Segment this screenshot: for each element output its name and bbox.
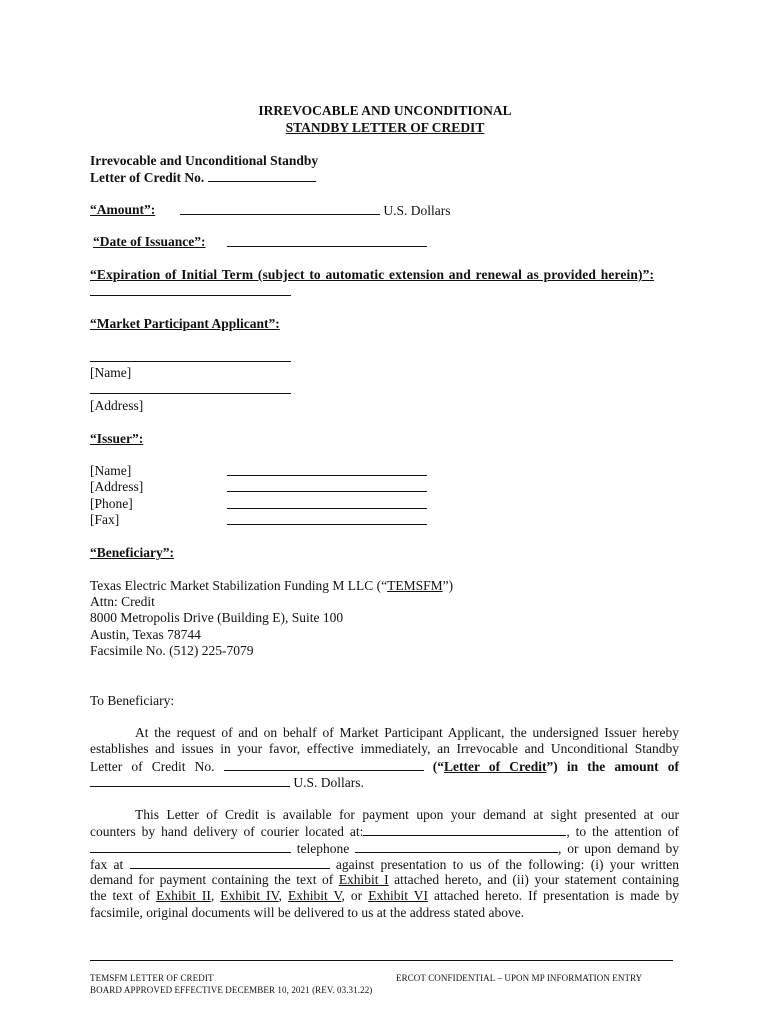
issuer-phone-caption: [Phone] <box>90 496 133 511</box>
para2-line5: demand for payment containing the text of Exhibit I attached hereto, and (ii) your statement containing <box>90 872 680 888</box>
para1-line4: U.S. Dollars. <box>90 774 679 790</box>
para2-line7: facsimile, original documents will be delivered to us at the address stated above. <box>90 904 525 920</box>
exhibit-v-link[interactable]: Exhibit V <box>287 888 342 904</box>
issuer-address-blank[interactable] <box>227 479 427 492</box>
para1-amount-blank[interactable] <box>90 774 290 787</box>
footer-board-approval: BOARD APPROVED EFFECTIVE DECEMBER 10, 2021 (REV. 03.31.22) <box>90 985 373 995</box>
applicant-name-blank[interactable] <box>90 349 291 362</box>
exhibit-vi-link[interactable]: Exhibit VI <box>368 888 428 904</box>
issuer-fax-caption: [Fax] <box>90 512 120 527</box>
applicant-name-caption: [Name] <box>90 365 132 380</box>
document-title-line2: STANDBY LETTER OF CREDIT <box>285 120 485 135</box>
paragraph-availability <box>90 807 679 921</box>
beneficiary-entity: Texas Electric Market Stabilization Funding M LLC (“TEMSFM”) <box>90 578 454 593</box>
letter-of-credit-defined-term: Letter of Credit <box>444 758 547 774</box>
issuer-phone-row <box>227 496 427 513</box>
date-of-issuance-label: “Date of Issuance”: <box>93 234 206 249</box>
expiration-row <box>90 283 291 300</box>
applicant-name-row <box>90 349 291 366</box>
amount-label: “Amount”: <box>90 202 156 217</box>
para2-line1: This Letter of Credit is available for payment upon your demand at sight presented at our <box>135 807 679 822</box>
para2-line2: counters by hand delivery of courier located at: , to the attention of <box>90 824 679 840</box>
document-title-line1: IRREVOCABLE AND UNCONDITIONAL <box>258 103 512 118</box>
beneficiary-attn: Attn: Credit <box>90 594 155 609</box>
para1-line1: At the request of and on behalf of Market Participant Applicant, the undersigned Issuer hereby <box>135 725 679 740</box>
issuer-name-blank[interactable] <box>227 463 427 476</box>
beneficiary-street: 8000 Metropolis Drive (Building E), Suite 100 <box>90 610 344 625</box>
para1-line2: establishes and issues in your favor, effective immediately, an Irrevocable and Unconditional Standby <box>90 741 679 757</box>
issuer-phone-blank[interactable] <box>227 496 427 509</box>
expiration-label: “Expiration of Initial Term (subject to automatic extension and renewal as provided herein)”: <box>90 267 655 282</box>
applicant-address-row <box>90 381 291 398</box>
letter-number-blank[interactable] <box>208 169 316 182</box>
exhibit-i-link[interactable]: Exhibit I <box>338 872 389 888</box>
date-of-issuance-blank[interactable] <box>227 234 427 247</box>
date-of-issuance-row <box>227 234 427 251</box>
temsfm-defined-term: TEMSFM <box>387 578 443 593</box>
issuer-label: “Issuer”: <box>90 431 144 446</box>
letter-number-line: Letter of Credit No. <box>90 169 316 186</box>
footer-rule <box>90 960 673 961</box>
issuer-address-row <box>227 479 427 496</box>
paragraph-request <box>90 725 679 790</box>
attention-blank[interactable] <box>90 840 291 853</box>
applicant-label: “Market Participant Applicant”: <box>90 316 280 331</box>
counter-location-blank[interactable] <box>363 823 566 836</box>
issuer-address-caption: [Address] <box>90 479 144 494</box>
telephone-blank[interactable] <box>355 840 558 853</box>
exhibit-ii-link[interactable]: Exhibit II <box>156 888 211 904</box>
exhibit-iv-link[interactable]: Exhibit IV <box>220 888 279 904</box>
beneficiary-city: Austin, Texas 78744 <box>90 627 201 642</box>
amount-suffix: U.S. Dollars <box>383 203 451 218</box>
para1-line3: Letter of Credit No. (“Letter of Credit”) in the amount of <box>90 758 680 774</box>
applicant-address-caption: [Address] <box>90 398 144 413</box>
beneficiary-label: “Beneficiary”: <box>90 545 174 560</box>
para1-letter-number-blank[interactable] <box>224 758 424 771</box>
fax-number-blank[interactable] <box>130 856 330 869</box>
amount-field-row <box>180 202 451 219</box>
expiration-blank[interactable] <box>90 283 291 296</box>
salutation: To Beneficiary: <box>90 693 175 708</box>
footer-confidential: ERCOT CONFIDENTIAL – UPON MP INFORMATION ENTRY <box>396 973 643 983</box>
issuer-name-caption: [Name] <box>90 463 132 478</box>
para2-line6: the text of Exhibit II, Exhibit IV, Exhibit V, or Exhibit VI attached hereto. If presentation is made by <box>90 888 679 904</box>
amount-blank[interactable] <box>180 202 380 215</box>
footer-left-title: TEMSFM LETTER OF CREDIT <box>90 973 214 983</box>
issuer-fax-blank[interactable] <box>227 512 427 525</box>
issuer-name-row <box>227 463 427 480</box>
issuer-fax-row <box>227 512 427 529</box>
para2-line3: telephone , or upon demand by <box>90 840 679 856</box>
letter-type-line: Irrevocable and Unconditional Standby <box>90 153 319 168</box>
para2-line4: fax at against presentation to us of the following: (i) your written <box>90 856 680 872</box>
beneficiary-fax: Facsimile No. (512) 225-7079 <box>90 643 254 658</box>
applicant-address-blank[interactable] <box>90 381 291 394</box>
